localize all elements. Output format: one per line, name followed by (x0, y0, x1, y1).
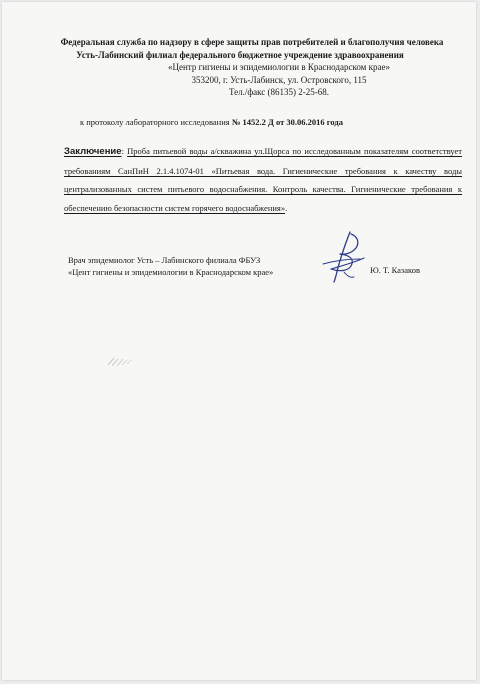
phone-fax: Тел./факс (86135) 2-25-68. (228, 87, 330, 97)
document-page (2, 2, 476, 680)
conclusion-label: Заключение (64, 146, 122, 157)
scan-mark-icon (106, 355, 140, 369)
letterhead (2, 36, 476, 99)
protocol-number: № 1452.2 Д от 30.06.2016 года (231, 117, 343, 127)
conclusion-paragraph (64, 142, 462, 217)
signatory-name: Ю. Т. Казаков (370, 265, 420, 275)
address: 353200, г. Усть-Лабинск, ул. Островского, 115 (191, 74, 367, 85)
branch-name: Усть-Лабинский филиал федерального бюджетное учреждение здравоохранения (76, 49, 404, 60)
protocol-prefix: к протоколу лабораторного исследования (80, 117, 232, 127)
signatory-title (68, 254, 273, 278)
protocol-reference (80, 117, 343, 127)
handwritten-signature-icon (320, 228, 380, 288)
signatory-position: Врач эпидемиолог Усть – Лабинского филиала ФБУЗ (68, 255, 261, 265)
conclusion-text: Проба питьевой воды а/скважина ул.Щорса по исследованным показателям соответствует требованиям СанПиН 2.1.4.1074-01 «Питьевая вода. Гигиенические требования к качеству воды централизованных систем питьевого водоснабжения. Контроль качества. Гигиенические требования к обеспечению безопасности систем горячего водоснабжения» (64, 146, 462, 213)
agency-name: Федеральная служба по надзору в сфере защиты прав потребителей и благополучия человека (60, 37, 444, 47)
conclusion-end: . (285, 202, 288, 213)
center-name: «Центр гигиены и эпидемиологии в Краснодарском крае» (168, 62, 390, 72)
signatory-organization: «Цент гигиены и эпидемиологии в Краснодарском крае» (68, 267, 274, 277)
conclusion-colon: : (121, 146, 128, 156)
